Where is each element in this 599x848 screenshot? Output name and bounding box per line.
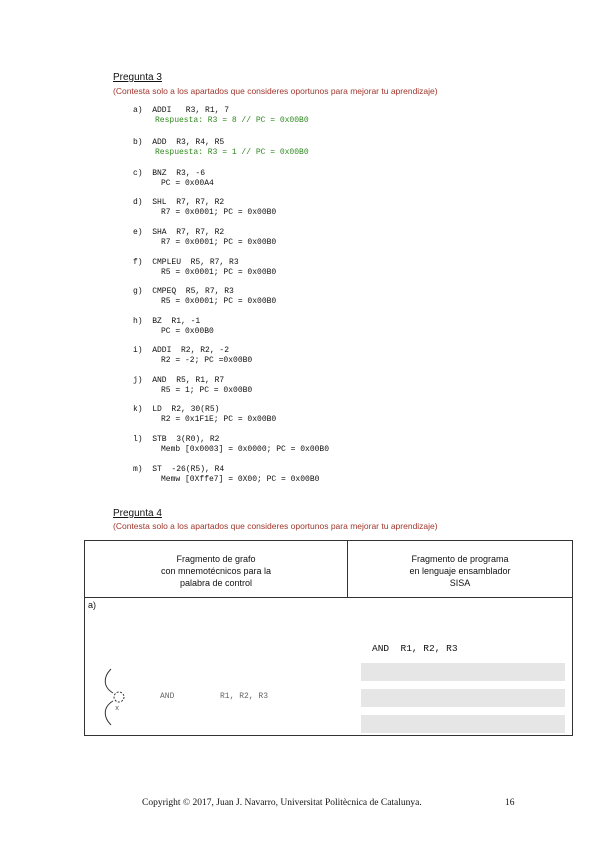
instruction: b) ADD R3, R4, R5	[133, 138, 225, 147]
q4-title: Pregunta 4	[113, 508, 162, 519]
program-text: AND R1, R2, R3	[372, 643, 458, 654]
answer: R2 = -2; PC =0x00B0	[161, 356, 253, 365]
answer: Memw [0Xffe7] = 0X00; PC = 0x00B0	[161, 475, 320, 484]
answer: R7 = 0x0001; PC = 0x00B0	[161, 238, 277, 247]
instruction: c) BNZ R3, -6	[133, 169, 206, 178]
page-number: 16	[505, 798, 515, 808]
col1-header-line1: Fragmento de grafo	[176, 554, 256, 564]
q4-subtitle: (Contesta solo a los apartados que consideres oportunos para mejorar tu aprendizaje)	[113, 521, 438, 531]
q4-table	[84, 540, 573, 736]
state-node	[114, 692, 124, 702]
instruction: h) BZ R1, -1	[133, 317, 201, 326]
answer: PC = 0x00B0	[161, 327, 214, 336]
col1-header-line3: palabra de control	[179, 578, 253, 588]
graph-fragment	[99, 667, 129, 727]
col2-header-line1: Fragmento de programa	[411, 554, 509, 564]
answer: R5 = 0x0001; PC = 0x00B0	[161, 297, 277, 306]
answer: PC = 0x00A4	[161, 179, 214, 188]
answer: Memb [0x0003] = 0x0000; PC = 0x00B0	[161, 445, 330, 454]
q3-title: Pregunta 3	[113, 72, 162, 83]
instruction: m) ST -26(R5), R4	[133, 465, 225, 474]
col1-header-line2: con mnemotécnicos para la	[160, 566, 272, 576]
row-label: a)	[88, 600, 97, 610]
answer-row-1[interactable]	[361, 663, 565, 681]
instruction: l) STB 3(R0), R2	[133, 435, 220, 444]
answer: R7 = 0x0001; PC = 0x00B0	[161, 208, 277, 217]
answer: Respuesta: R3 = 8 // PC = 0x00B0	[155, 116, 309, 125]
answer-row-3[interactable]	[361, 715, 565, 733]
instruction: d) SHL R7, R7, R2	[133, 198, 225, 207]
col2-header	[348, 553, 572, 589]
incoming-arc	[105, 669, 113, 693]
graph-node-label: x	[115, 705, 120, 713]
instruction: a) ADDI R3, R1, 7	[133, 106, 230, 115]
answer: R2 = 0x1F1E; PC = 0x00B0	[161, 415, 277, 424]
instruction: g) CMPEQ R5, R7, R3	[133, 287, 234, 296]
instruction: f) CMPLEU R5, R7, R3	[133, 258, 239, 267]
answer: R5 = 0x0001; PC = 0x00B0	[161, 268, 277, 277]
col2-header-line2: en lenguaje ensamblador	[409, 566, 511, 576]
instruction: k) LD R2, 30(R5)	[133, 405, 220, 414]
footer-copyright: Copyright © 2017, Juan J. Navarro, Universitat Politècnica de Catalunya.	[142, 798, 422, 808]
outgoing-arc	[105, 701, 113, 725]
instruction: j) AND R5, R1, R7	[133, 376, 225, 385]
instruction: i) ADDI R2, R2, -2	[133, 346, 230, 355]
answer: R5 = 1; PC = 0x00B0	[161, 386, 253, 395]
col1-header	[85, 553, 347, 589]
col2-header-line3: SISA	[449, 578, 471, 588]
graph-registers: R1, R2, R3	[220, 692, 269, 701]
header-divider	[85, 597, 572, 598]
answer-row-2[interactable]	[361, 689, 565, 707]
instruction: e) SHA R7, R7, R2	[133, 228, 225, 237]
graph-mnemonic: AND	[160, 692, 175, 701]
q3-subtitle: (Contesta solo a los apartados que consideres oportunos para mejorar tu aprendizaje)	[113, 86, 438, 96]
answer: Respuesta: R3 = 1 // PC = 0x00B0	[155, 148, 309, 157]
